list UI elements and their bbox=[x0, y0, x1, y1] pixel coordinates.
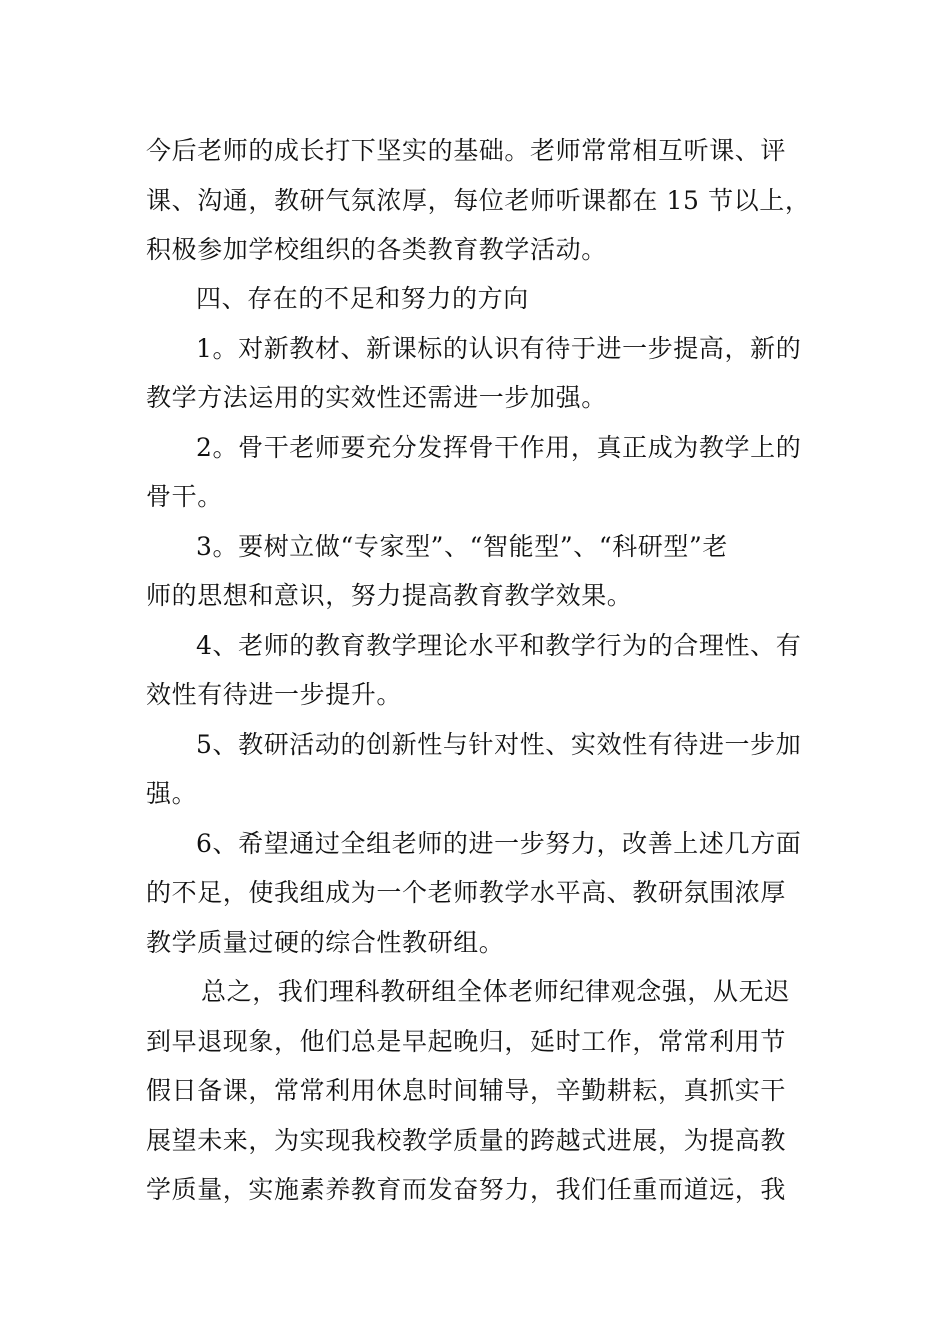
list-item-line: 强。 bbox=[146, 779, 198, 808]
body-text-line: 总之，我们理科教研组全体老师纪律观念强，从无迟 bbox=[201, 977, 790, 1006]
list-item-line: 的不足，使我组成为一个老师教学水平高、教研氛围浓厚 bbox=[146, 878, 787, 907]
list-item-line: 师的思想和意识，努力提高教育教学效果。 bbox=[146, 581, 633, 610]
list-item-line: 4、老师的教育教学理论水平和教学行为的合理性、有 bbox=[196, 631, 802, 660]
list-item-line: 效性有待进一步提升。 bbox=[146, 680, 403, 709]
list-item-line: 骨干。 bbox=[146, 482, 223, 511]
body-text-line: 假日备课，常常利用休息时间辅导，辛勤耕耘，真抓实干 bbox=[146, 1076, 787, 1105]
body-text-line: 到早退现象，他们总是早起晚归，延时工作，常常利用节 bbox=[146, 1027, 787, 1056]
list-item-line: 6、希望通过全组老师的进一步努力，改善上述几方面 bbox=[196, 829, 802, 858]
list-item-line: 教学方法运用的实效性还需进一步加强。 bbox=[146, 383, 607, 412]
body-text-line: 课、沟通，教研气氛浓厚，每位老师听课都在 15 节以上， bbox=[146, 186, 811, 215]
body-text-line: 学质量，实施素养教育而发奋努力，我们任重而道远，我 bbox=[146, 1175, 787, 1204]
list-item-line: 1。对新教材、新课标的认识有待于进一步提高，新的 bbox=[196, 334, 802, 363]
list-item-line: 3。要树立做“专家型”、“智能型”、“科研型”老 bbox=[196, 532, 728, 561]
body-text-line: 展望未来，为实现我校教学质量的跨越式进展，为提高教 bbox=[146, 1126, 787, 1155]
list-item-line: 教学质量过硬的综合性教研组。 bbox=[146, 928, 505, 957]
body-text-line: 积极参加学校组织的各类教育教学活动。 bbox=[146, 235, 607, 264]
list-item-line: 5、教研活动的创新性与针对性、实效性有待进一步加 bbox=[196, 730, 802, 759]
list-item-line: 2。骨干老师要充分发挥骨干作用，真正成为教学上的 bbox=[196, 433, 802, 462]
body-text-line: 今后老师的成长打下坚实的基础。老师常常相互听课、评 bbox=[146, 136, 787, 165]
section-heading: 四、存在的不足和努力的方向 bbox=[196, 284, 529, 313]
